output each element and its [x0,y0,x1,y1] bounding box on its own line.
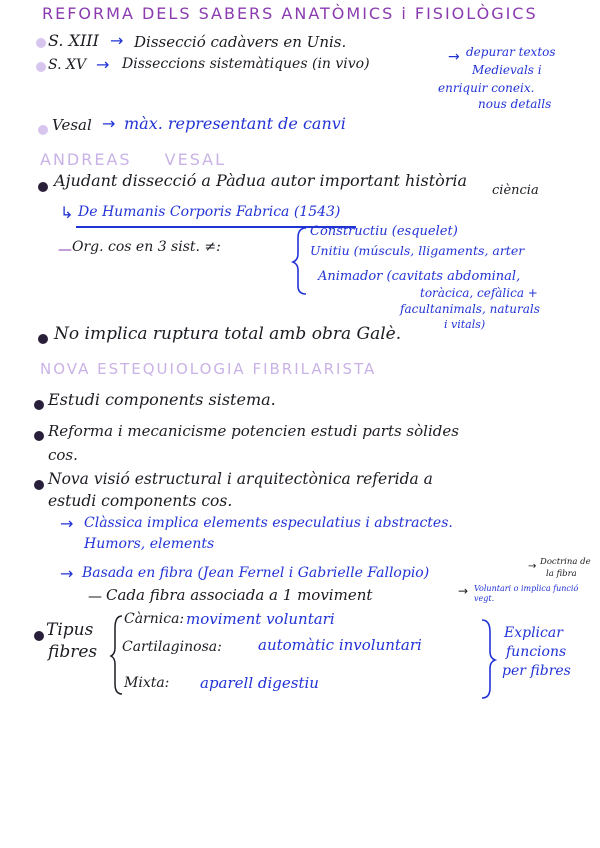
tipus-label: Tipus [46,620,94,640]
side-note: depurar textos [466,45,556,59]
side-note: enriquir coneix. [438,81,535,95]
cada-text: Cada fibra associada a 1 moviment [106,586,373,604]
era-label: S. XIII [48,31,99,50]
arrow-icon: → [102,114,116,133]
section-heading: NOVA ESTEQUIOLOGIA FIBRILARISTA [40,360,377,378]
side-note: vegt. [474,594,495,603]
side-note: Doctrina de [540,557,591,567]
classica-text: Clàssica implica elements especulatius i abstractes. [84,515,453,531]
side-note: Explicar [504,625,563,641]
dash-icon: — [58,242,72,258]
arrow-icon: → [458,584,469,598]
bullet-dot [34,480,44,490]
bullet-text: Nova visió estructural i arquitectònica referida a [48,470,433,488]
classica-text-cont: Humors, elements [84,536,215,552]
book-title: De Humanis Corporis Fabrica (1543) [78,204,341,220]
bullet-dot [36,38,46,48]
left-brace-icon [110,614,124,696]
side-note: nous detalls [478,97,552,111]
bullet-dot [38,182,48,192]
fibre-type: Cartilaginosa: [122,639,222,655]
dash-icon: — [88,589,102,605]
system-item: Unitiu (músculs, lligaments, arter [310,243,525,258]
bullet-text-cont: cos. [48,446,78,464]
bullet-text: Dissecció cadàvers en Unis. [134,33,347,51]
bullet-text: Ajudant dissecció a Pàdua autor important història [54,171,468,190]
bullet-text-cont: estudi components cos. [48,492,233,510]
org-label: Org. cos en 3 sist. ≠: [72,239,221,255]
arrow-icon: → [60,514,74,533]
fibre-desc: moviment voluntari [186,610,335,628]
bullet-dot [36,62,46,72]
arrow-icon: → [60,564,74,583]
fibre-desc: automàtic involuntari [258,636,422,654]
bullet-text: Estudi components sistema. [48,390,276,409]
arrow-icon: → [96,55,110,74]
bullet-dot [34,631,44,641]
system-item: Animador (cavitats abdominal, [318,269,521,284]
arrow-icon: → [448,49,460,65]
system-item: Constructiu (esquelet) [310,224,458,239]
bullet-dot [34,400,44,410]
side-note: la fibra [546,569,577,579]
bullet-text-cont: ciència [492,183,539,198]
side-note: Voluntari o implica funció [474,584,579,593]
system-item: toràcica, cefàlica + [420,286,538,300]
tipus-label: fibres [48,642,98,662]
side-note: funcions [506,644,567,660]
era-label: S. XV [48,57,87,73]
system-item: i vitals) [444,318,486,331]
bullet-dot [34,431,44,441]
vesal-text: màx. representant de canvi [124,114,346,133]
vesal-name: Vesal [52,116,92,134]
side-note: per fibres [502,663,571,679]
bullet-dot [38,334,48,344]
arrow-icon: → [528,561,537,572]
hook-arrow-icon: ↳ [60,203,74,222]
side-note: Medievals i [472,63,542,77]
system-item: facultanimals, naturals [400,302,540,316]
basada-text: Basada en fibra (Jean Fernel i Gabrielle Fallopio) [82,565,430,581]
bullet-dot [38,125,48,135]
fibre-desc: aparell digestiu [200,674,319,692]
left-brace-icon [292,226,308,296]
right-brace-icon [480,618,496,700]
page-title: REFORMA DELS SABERS ANATÒMICS i FISIOLÒGICS [42,4,538,23]
fibre-type: Mixta: [124,675,170,691]
bullet-text: Reforma i mecanicisme potencien estudi parts sòlides [48,422,459,440]
fibre-type: Càrnica: [124,611,185,627]
bullet-text: Disseccions sistemàtiques (in vivo) [122,56,370,72]
section-heading: ANDREAS VESAL [40,150,227,169]
arrow-icon: → [110,31,124,50]
bullet-text: No implica ruptura total amb obra Galè. [54,324,402,344]
